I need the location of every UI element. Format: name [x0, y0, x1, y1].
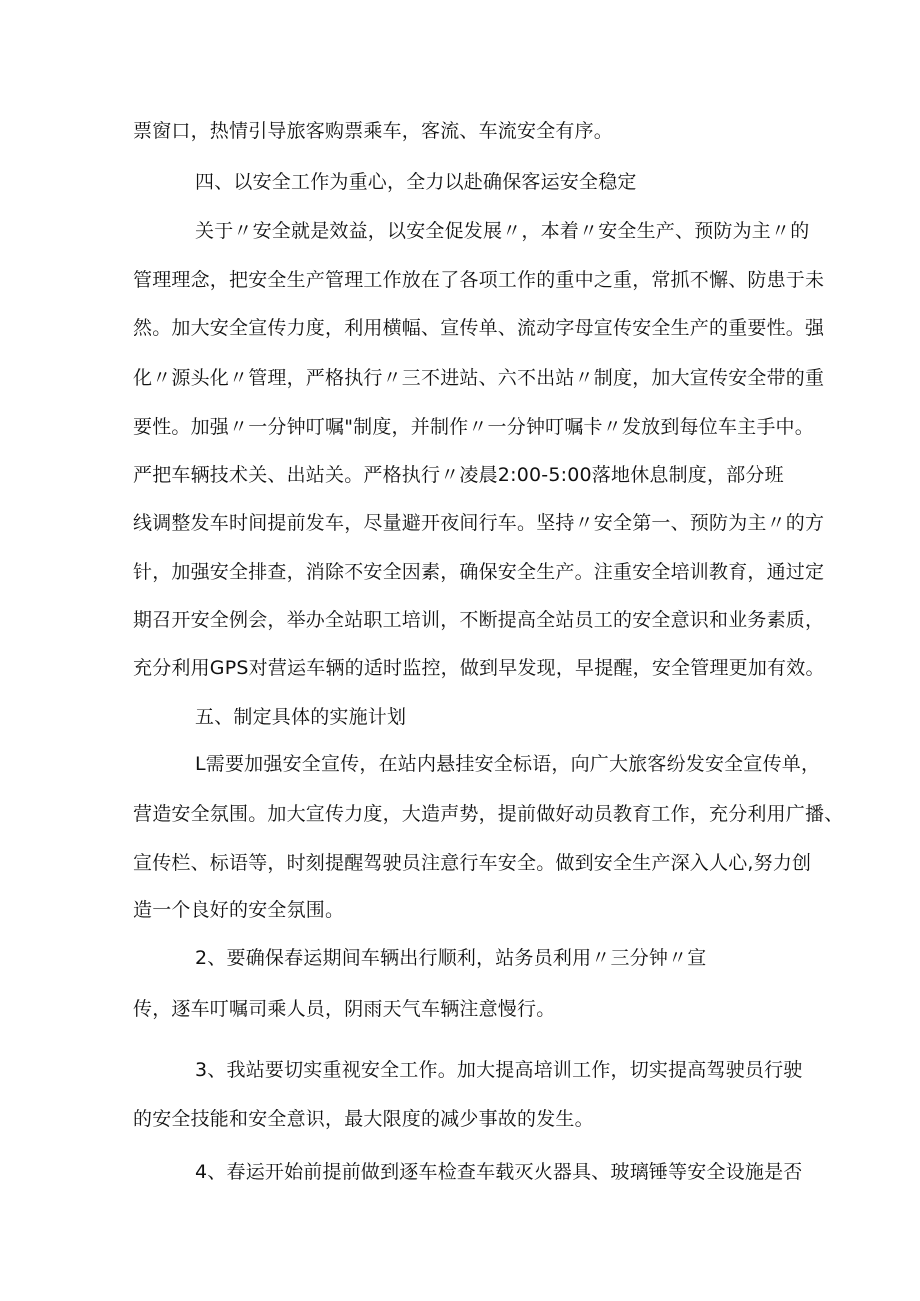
- text-line: 传，逐车叮嘱司乘人员，阴雨天气车辆注意慢行。: [133, 998, 556, 1020]
- text-line: 针，加强安全排查，消除不安全因素，确保安全生产。注重安全培训教育，通过定: [133, 561, 825, 583]
- text-line: 的安全技能和安全意识，最大限度的减少事故的发生。: [133, 1108, 594, 1130]
- paragraph-first-line: 2、要确保春运期间车辆出行顺利，站务员利用〃三分钟〃宣: [195, 947, 707, 969]
- text-line: 化〃源头化〃管理，严格执行〃三不进站、六不出站〃制度，加大宣传安全带的重: [133, 367, 825, 389]
- text-line: 管理理念，把安全生产管理工作放在了各项工作的重中之重，常抓不懈、防患于未: [133, 269, 825, 291]
- text-line: 线调整发车时间提前发车，尽量避开夜间行车。坚持〃安全第一、预防为主〃的方: [133, 512, 825, 534]
- text-line: 严把车辆技术关、出站关。严格执行〃凌晨2:00-5:00落地休息制度，部分班: [133, 464, 784, 486]
- section-heading: 四、以安全工作为重心，全力以赴确保客运安全稳定: [195, 171, 637, 193]
- paragraph-first-line: 3、我站要切实重视安全工作。加大提高培训工作，切实提高驾驶员行驶: [195, 1059, 803, 1081]
- text-line: 造一个良好的安全氛围。: [133, 899, 345, 921]
- paragraph-first-line: 关于〃安全就是效益，以安全促发展〃，本着〃安全生产、预防为主〃的: [195, 220, 810, 242]
- text-line: 要性。加强〃一分钟叮嘱"制度，并制作〃一分钟叮嘱卡〃发放到每位车主手中。: [133, 416, 814, 438]
- paragraph-first-line: 4、春运开始前提前做到逐车检查车载灭火器具、玻璃锤等安全设施是否: [195, 1161, 803, 1183]
- section-heading: 五、制定具体的实施计划: [195, 706, 407, 728]
- text-line: 期召开安全例会，举办全站职工培训，不断提高全站员工的安全意识和业务素质，: [133, 609, 825, 631]
- paragraph-first-line: L需要加强安全宣传，在站内悬挂安全标语，向广大旅客纷发安全宣传单，: [195, 753, 821, 775]
- text-line: 然。加大安全宣传力度，利用横幅、宣传单、流动字母宣传安全生产的重要性。强: [133, 317, 825, 339]
- text-line: 票窗口，热情引导旅客购票乘车，客流、车流安全有序。: [133, 120, 614, 142]
- text-line: 营造安全氛围。加大宣传力度，大造声势，提前做好动员教育工作，充分利用广播、: [133, 803, 844, 825]
- text-line: 宣传栏、标语等，时刻提醒驾驶员注意行车安全。做到安全生产深入人心,努力创: [133, 852, 812, 874]
- text-line: 充分利用GPS对营运车辆的适时监控，做到早发现，早提醒，安全管理更加有效。: [133, 657, 825, 679]
